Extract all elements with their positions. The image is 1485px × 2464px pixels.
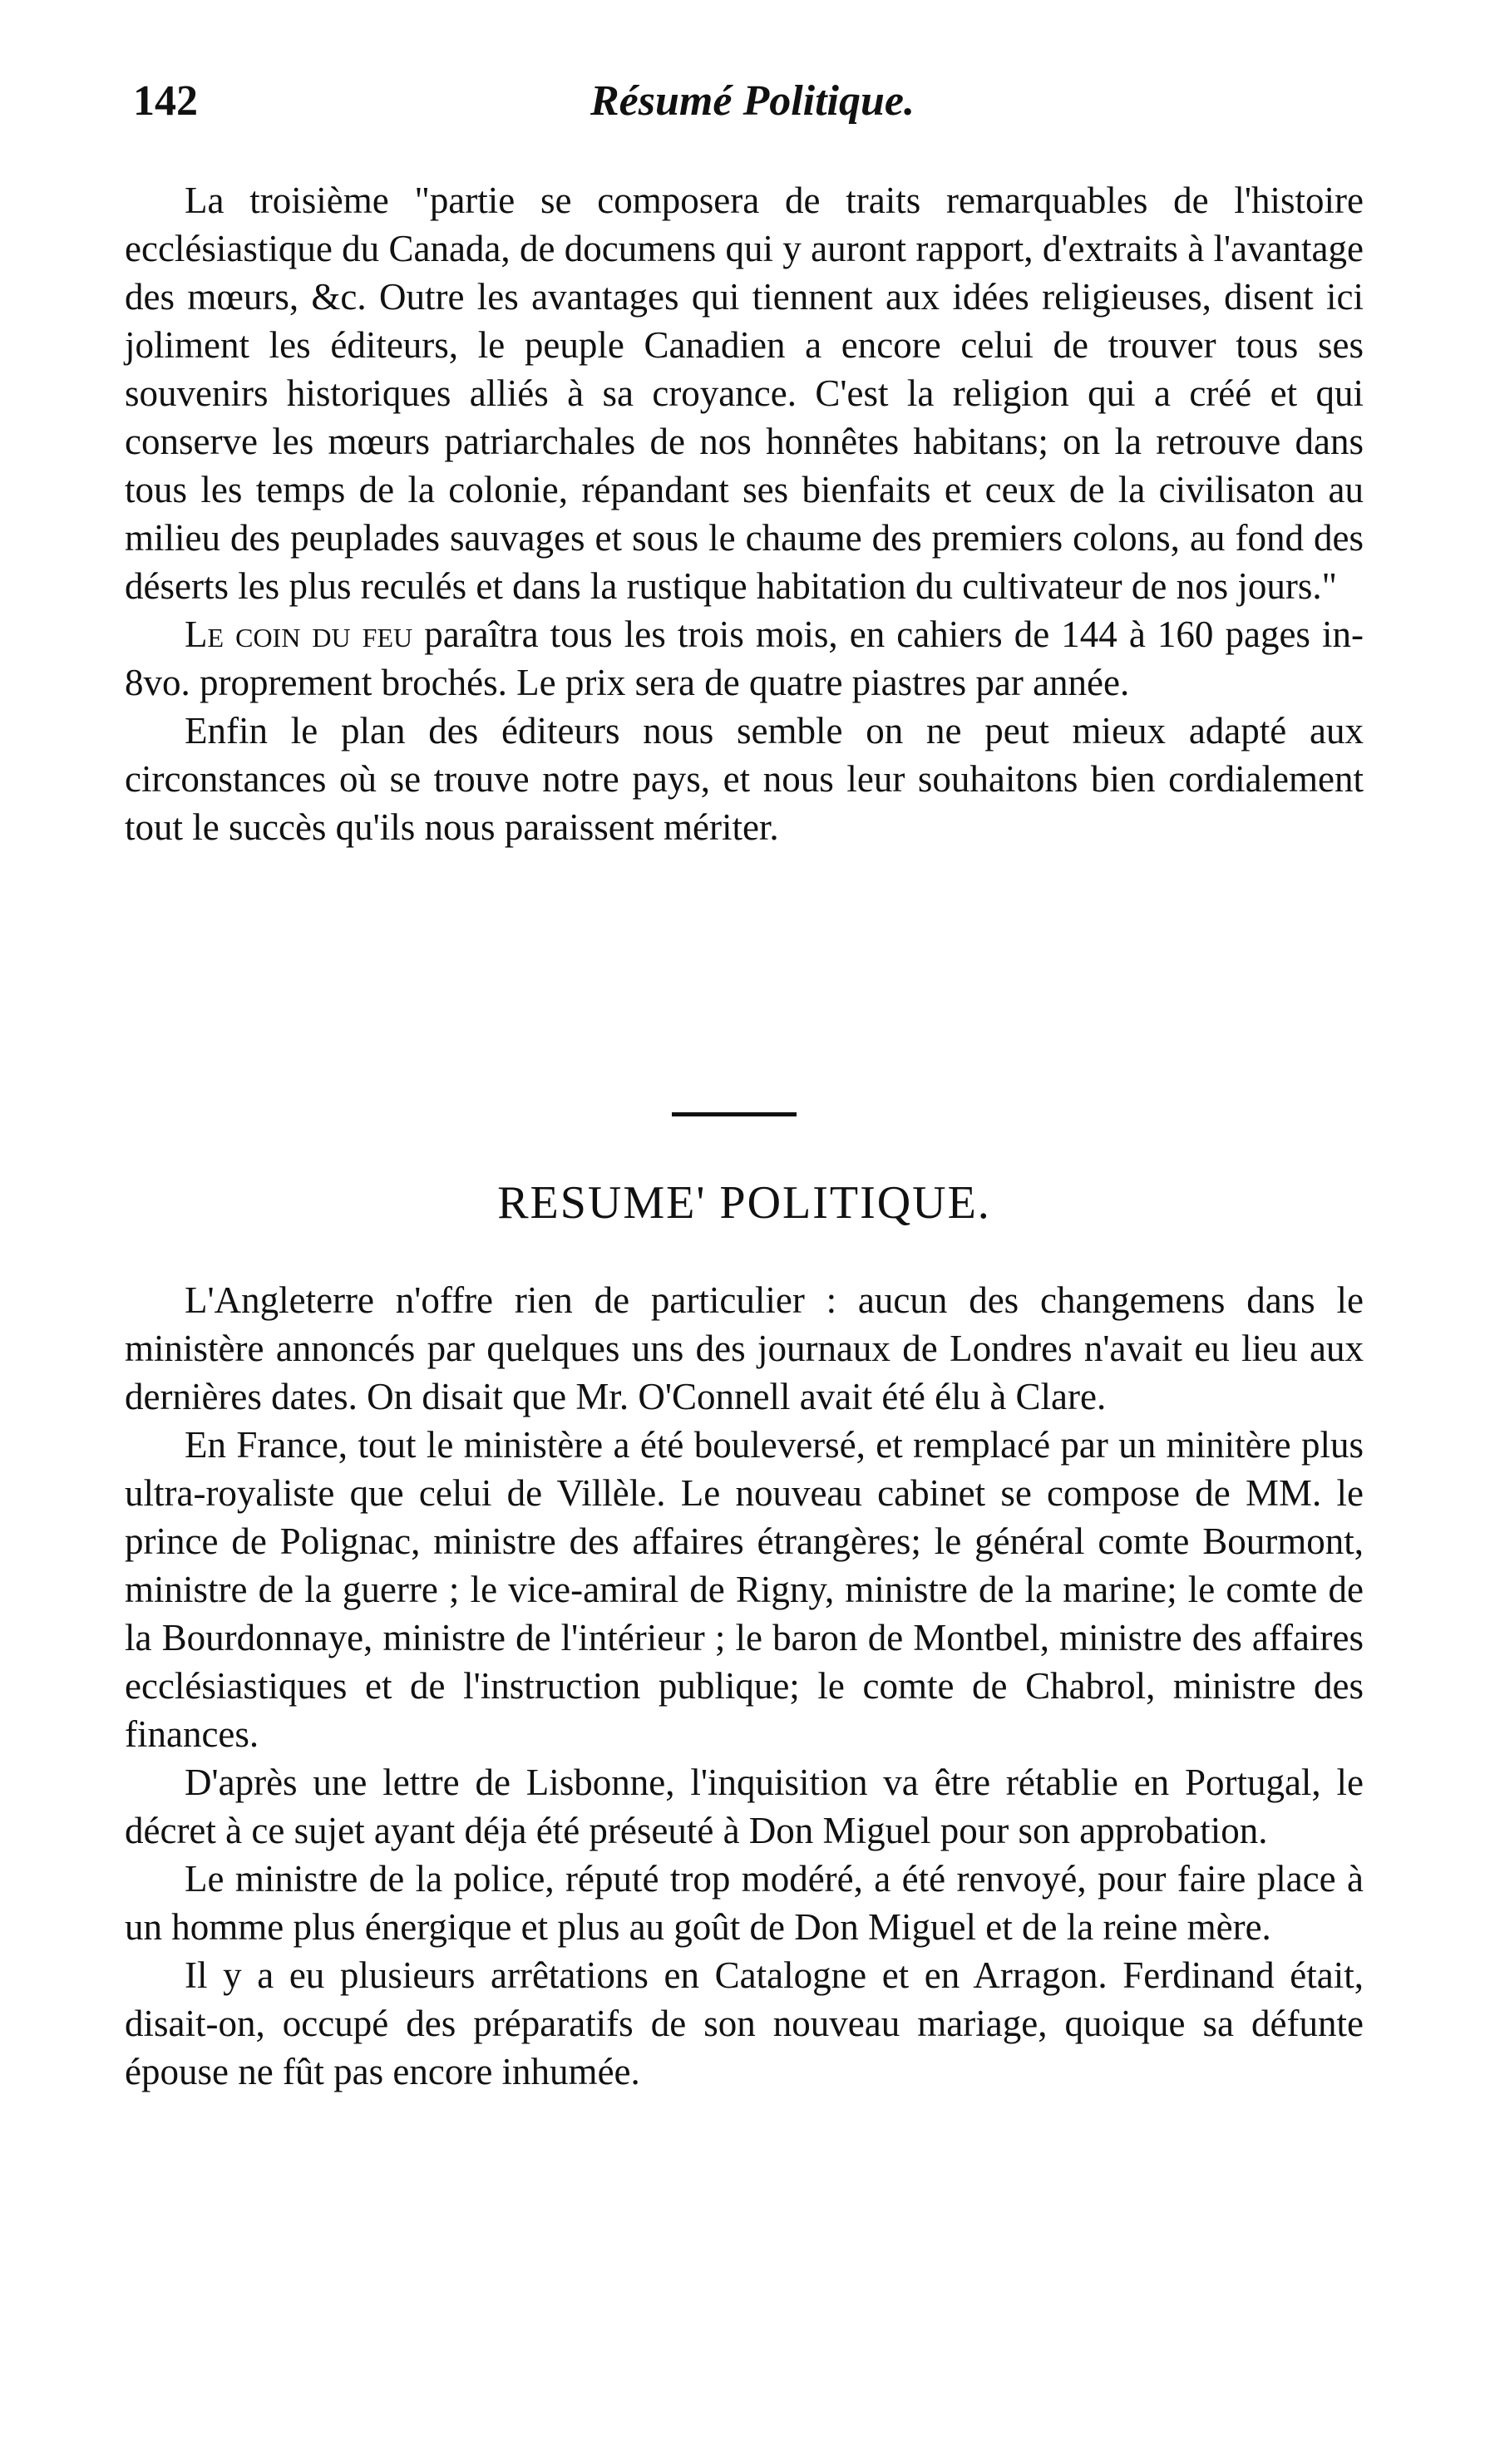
politics-paragraph-police: Le ministre de la police, réputé trop modéré, a été renvoyé, pour faire place à un homme plus énergique et plus au goût de Don Miguel et de la reine mère. xyxy=(125,1858,1364,1948)
section-heading: RESUME' POLITIQUE. xyxy=(497,1177,991,1229)
intro-paragraph-1: La troisième "partie se composera de traits remarquables de l'histoire ecclésiastique du Canada, de documens qui y auront rapport, d'extraits à l'avantage des mœurs, &c. Outre les avantages qui tiennent aux idées religieuses, disent ici joliment les éditeurs, le peuple Canadien a encore celui de trouver tous ses souvenirs historiques alliés à sa croyance. C'est la religion qui a créé et qui conserve les mœurs patriarchales de nos honnêtes habitans; on la retrouve dans tous les temps de la colonie, répandant ses bienfaits et ceux de la civilisaton au milieu des peuplades sauvages et sous le chaume des premiers colons, au fond des déserts les plus reculés et dans la rustique habitation du cultivateur de nos jours." xyxy=(125,180,1364,607)
intro-paragraph-3: Enfin le plan des éditeurs nous semble on ne peut mieux adapté aux circonstances où se trouve notre pays, et nous leur souhaitons bien cordialement tout le succès qu'ils nous paraissent mériter. xyxy=(125,710,1364,848)
page-number: 142 xyxy=(133,77,198,125)
politics-paragraph-spain: Il y a eu plusieurs arrêtations en Catalogne et en Arragon. Ferdinand était, disait-on, occupé des préparatifs de son nouveau mariage, quoique sa défunte épouse ne fût pas encore inhumée. xyxy=(125,1954,1364,2092)
intro-paragraph-2-text: paraîtra tous les trois mois, en cahiers de 144 à 160 pages in-8vo. proprement brochés. Le prix sera de quatre piastres par année. xyxy=(125,614,1364,703)
section-divider xyxy=(672,1112,797,1116)
politics-text-block xyxy=(125,1276,1364,2096)
politics-paragraph-france: En France, tout le ministère a été bouleversé, et remplacé par un minitère plus ultra-royaliste que celui de Villèle. Le nouveau cabinet se compose de MM. le prince de Polignac, ministre des affaires étrangères; le général comte Bourmont, ministre de la guerre ; le vice-amiral de Rigny, ministre de la marine; le comte de la Bourdonnaye, ministre de l'intérieur ; le baron de Montbel, ministre des affaires ecclésiastiques et de l'instruction publique; le comte de Chabrol, ministre des finances. xyxy=(125,1424,1364,1755)
running-head xyxy=(133,76,1372,135)
publication-title: Le coin du feu xyxy=(185,614,413,655)
politics-paragraph-england: L'Angleterre n'offre rien de particulier : aucun des changemens dans le ministère annoncés par quelques uns des journaux de Londres n'avait eu lieu aux dernières dates. On disait que Mr. O'Connell avait été élu à Clare. xyxy=(125,1279,1364,1417)
politics-paragraph-portugal: D'après une lettre de Lisbonne, l'inquisition va être rétablie en Portugal, le décret à ce sujet ayant déja été préseuté à Don Miguel pour son approbation. xyxy=(125,1762,1364,1851)
running-title: Résumé Politique. xyxy=(590,77,915,125)
intro-text-block xyxy=(125,176,1364,851)
intro-paragraph-2 xyxy=(125,610,1364,707)
